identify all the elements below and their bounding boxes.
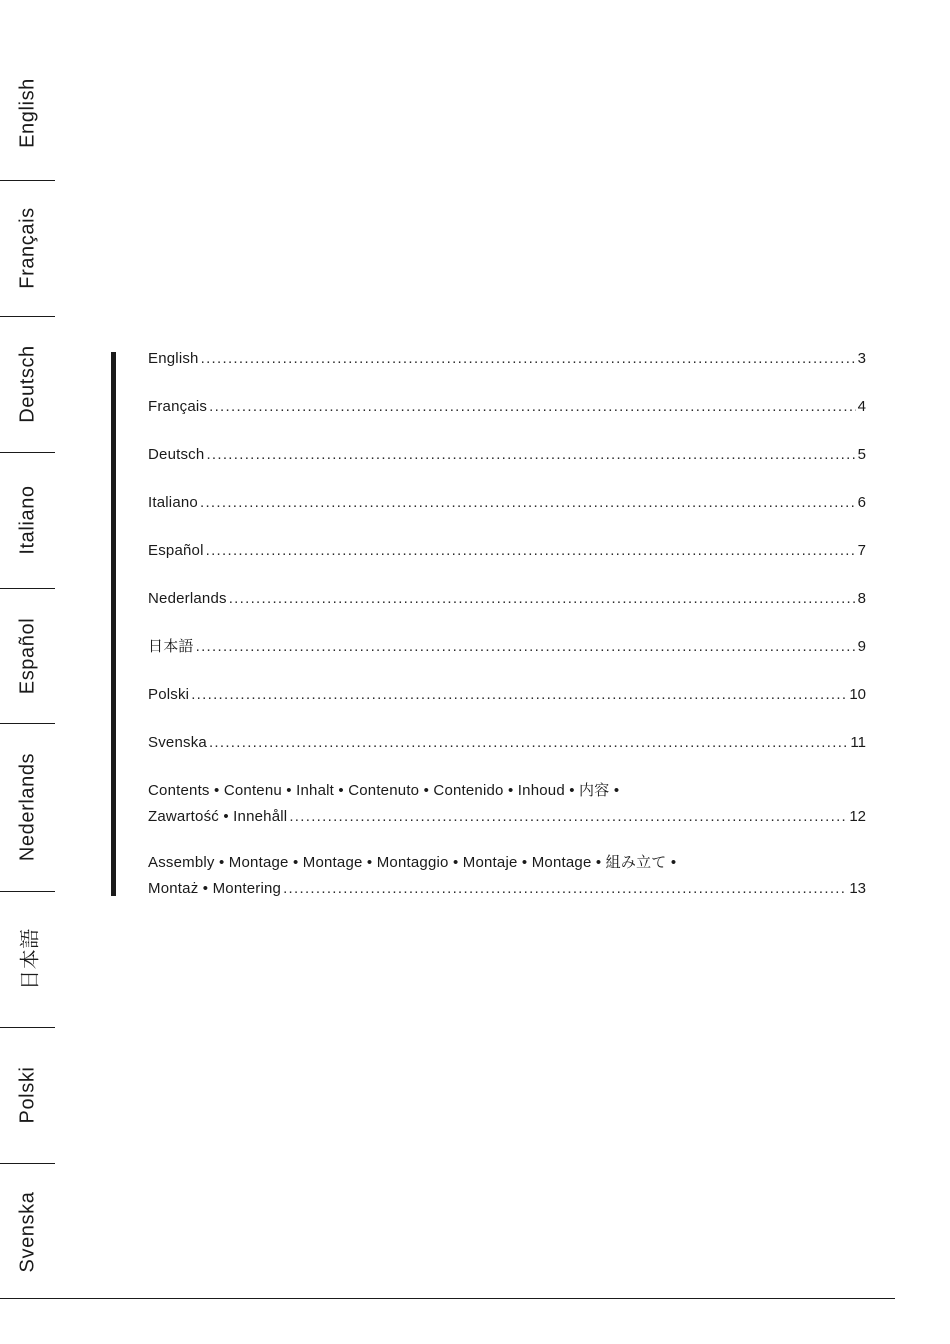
toc-page-number: 3	[857, 350, 866, 367]
toc-leader-dots	[209, 395, 856, 419]
toc-entry-title: English	[148, 350, 199, 367]
toc-entry-svenska[interactable]	[148, 731, 866, 755]
side-tab-espanol[interactable]	[0, 588, 56, 723]
side-tab-label: Español	[16, 617, 39, 694]
toc-entry-francais[interactable]	[148, 395, 866, 419]
toc-leader-dots	[201, 347, 856, 371]
toc-entry-title: Italiano	[148, 494, 198, 511]
toc-page-number: 7	[857, 542, 866, 559]
bottom-rule	[0, 1298, 895, 1299]
toc-entry-deutsch[interactable]	[148, 443, 866, 467]
toc-page-number: 10	[849, 686, 866, 703]
toc-entry-nederlands[interactable]	[148, 587, 866, 611]
toc-leader-dots	[200, 491, 856, 515]
side-tab-deutsch[interactable]	[0, 316, 56, 452]
toc-leader-dots	[206, 539, 856, 563]
side-tab-label: Deutsch	[16, 345, 39, 423]
toc-entry-title: Español	[148, 542, 204, 559]
side-tab-polski[interactable]	[0, 1027, 56, 1163]
side-tab-label: Français	[16, 207, 39, 289]
toc-page-number: 5	[857, 446, 866, 463]
side-tab-label: English	[16, 77, 39, 148]
toc-page-number: 12	[849, 808, 866, 825]
toc-page-number: 9	[857, 638, 866, 655]
toc-entry-polski[interactable]	[148, 683, 866, 707]
toc-entry-assembly[interactable]	[148, 851, 866, 901]
toc-entry-contents[interactable]	[148, 779, 866, 829]
toc-page-number: 4	[857, 398, 866, 415]
side-tab-english[interactable]	[0, 45, 56, 180]
toc-leader-dots	[191, 683, 847, 707]
toc-entry-title: Svenska	[148, 734, 207, 751]
side-tab-italiano[interactable]	[0, 452, 56, 588]
toc-entry-title: Deutsch	[148, 446, 205, 463]
side-tab-japanese[interactable]	[0, 891, 56, 1027]
side-tab-label: Polski	[16, 1066, 39, 1124]
side-tab-svenska[interactable]	[0, 1163, 56, 1300]
table-of-contents	[148, 347, 866, 901]
toc-entry-title-line1: Contents • Contenu • Inhalt • Contenuto • Contenido • Inhoud • 内容 •	[148, 782, 620, 799]
toc-leader-dots	[196, 635, 856, 659]
toc-leader-dots	[209, 731, 848, 755]
side-tab-label: Svenska	[16, 1191, 39, 1272]
toc-entry-italiano[interactable]	[148, 491, 866, 515]
toc-page-number: 8	[857, 590, 866, 607]
toc-leader-dots	[289, 805, 847, 829]
toc-page-number: 13	[849, 880, 866, 897]
toc-entry-title-line1: Assembly • Montage • Montage • Montaggio • Montaje • Montage • 組み立て •	[148, 854, 677, 871]
toc-leader-dots	[283, 877, 847, 901]
toc-entry-title: Polski	[148, 686, 190, 703]
side-tab-label: Italiano	[16, 485, 39, 555]
toc-leader-dots	[206, 443, 855, 467]
toc-entry-title: 日本語	[148, 638, 194, 655]
side-tab-label: 日本語	[19, 928, 42, 990]
language-tab-strip	[0, 45, 56, 1300]
toc-leader-dots	[229, 587, 856, 611]
toc-page-number: 11	[850, 734, 866, 751]
toc-entry-title: Nederlands	[148, 590, 227, 607]
toc-entry-title: Français	[148, 398, 208, 415]
toc-entry-japanese[interactable]	[148, 635, 866, 659]
side-tab-francais[interactable]	[0, 180, 56, 316]
toc-entry-title-line2: Montaż • Montering	[148, 880, 282, 897]
toc-entry-espanol[interactable]	[148, 539, 866, 563]
toc-accent-bar	[111, 352, 116, 896]
side-tab-label: Nederlands	[16, 752, 39, 862]
side-tab-nederlands[interactable]	[0, 723, 56, 891]
toc-page-number: 6	[857, 494, 866, 511]
toc-entry-english[interactable]	[148, 347, 866, 371]
toc-entry-title-line2: Zawartość • Innehåll	[148, 808, 288, 825]
